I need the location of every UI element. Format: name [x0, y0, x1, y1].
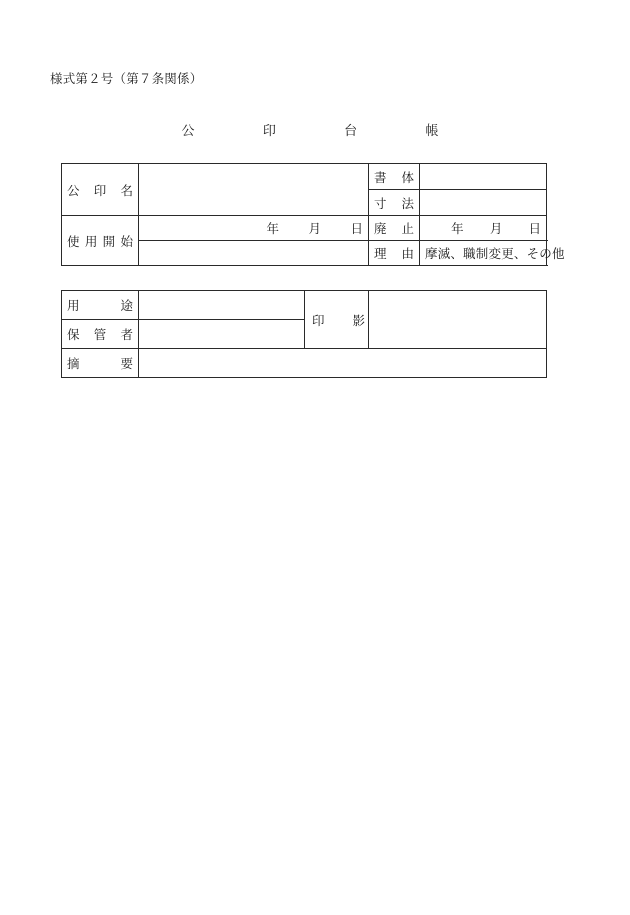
title-char: 帳	[425, 124, 439, 139]
title-char: 印	[262, 124, 276, 139]
label-char: 公	[67, 182, 80, 198]
document-title	[180, 120, 440, 139]
date-unit-month: 月	[489, 221, 503, 236]
label-char: 印	[93, 182, 107, 198]
label-char: 影	[352, 312, 365, 328]
dimensions-field[interactable]	[420, 190, 547, 216]
label-char: 名	[120, 182, 133, 198]
label-char: 者	[120, 327, 133, 342]
label-char: 理	[374, 246, 387, 261]
remarks-field[interactable]	[139, 349, 547, 378]
label-char: 廃	[374, 221, 387, 236]
date-unit-year: 年	[266, 221, 279, 236]
date-unit-day: 日	[528, 221, 541, 236]
label-char: 印	[312, 312, 325, 328]
use-start-label-cell	[62, 216, 139, 266]
label-char: 法	[401, 195, 414, 211]
script-style-field[interactable]	[420, 164, 547, 190]
impression-field[interactable]	[369, 291, 547, 349]
label-char: 保	[67, 327, 80, 342]
reason-value: 摩滅、職制変更、その他	[425, 246, 565, 261]
date-unit-year: 年	[451, 221, 464, 236]
label-char: 止	[401, 221, 414, 236]
title-char: 台	[344, 124, 358, 139]
script-style-label-cell	[369, 164, 420, 190]
reason-field[interactable]	[420, 241, 565, 266]
label-char: 使	[67, 233, 80, 249]
seal-registry-table	[61, 163, 565, 266]
label-char: 要	[120, 356, 133, 371]
label-char: 由	[401, 246, 414, 261]
date-unit-day: 日	[350, 221, 363, 236]
form-number: 様式第２号（第７条関係）	[50, 71, 203, 86]
label-char: 途	[120, 298, 133, 313]
seal-usage-table	[61, 290, 547, 378]
reason-label-cell	[369, 241, 420, 266]
abolition-label-cell	[369, 216, 420, 241]
label-char: 寸	[374, 195, 387, 211]
date-unit-month: 月	[308, 221, 321, 236]
label-char: 管	[93, 327, 107, 342]
purpose-label-cell	[62, 291, 139, 320]
title-char: 公	[181, 124, 195, 139]
seal-name-label-cell	[62, 164, 139, 216]
seal-name-field[interactable]	[139, 164, 369, 216]
purpose-field[interactable]	[139, 291, 305, 320]
label-char: 開	[102, 233, 116, 249]
label-char: 始	[120, 233, 133, 249]
dimensions-label-cell	[369, 190, 420, 216]
use-start-extra-field[interactable]	[139, 241, 369, 266]
label-char: 体	[401, 169, 414, 185]
abolition-date-field[interactable]	[420, 216, 547, 241]
use-start-date-field[interactable]	[139, 216, 369, 241]
custodian-field[interactable]	[139, 320, 305, 349]
custodian-label-cell	[62, 320, 139, 349]
label-char: 書	[374, 169, 387, 185]
remarks-label-cell	[62, 349, 139, 378]
label-char: 用	[67, 298, 80, 313]
label-char: 用	[84, 233, 98, 249]
label-char: 摘	[67, 356, 80, 371]
impression-label-cell	[305, 291, 369, 349]
